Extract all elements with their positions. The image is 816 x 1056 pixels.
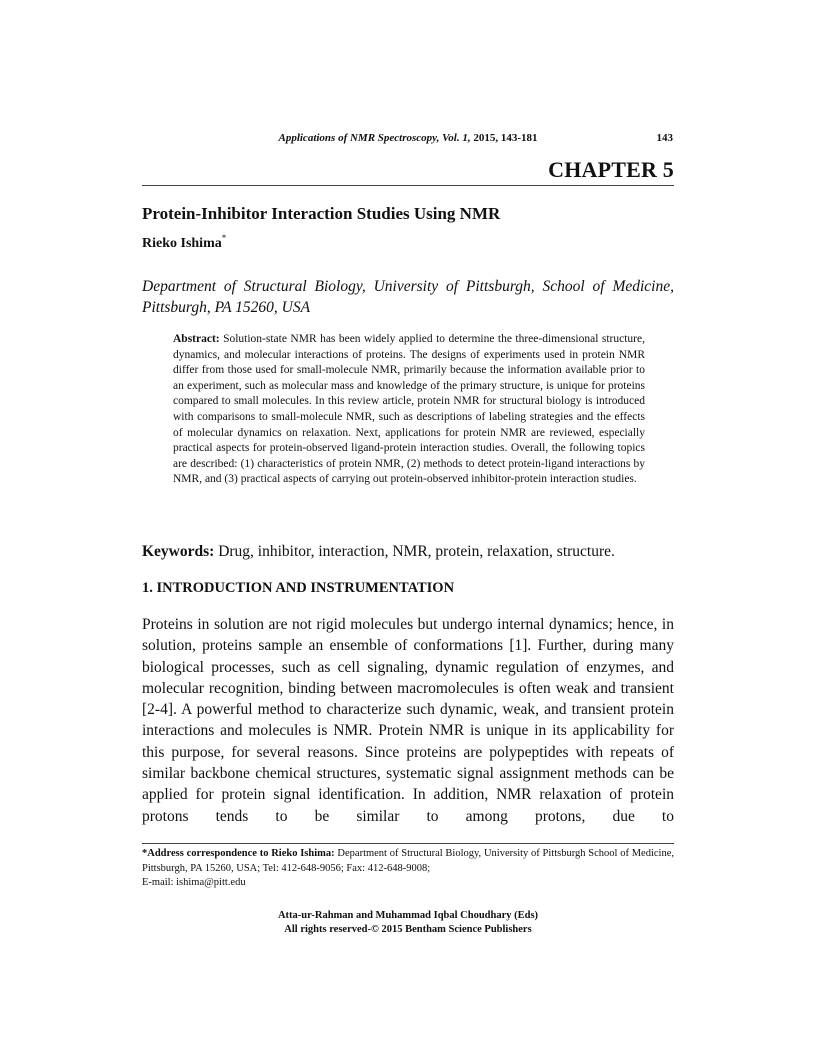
footnote-label: *Address correspondence to Rieko Ishima: bbox=[142, 848, 335, 859]
author-line bbox=[142, 233, 227, 252]
running-header bbox=[142, 132, 674, 144]
correspondence-footnote bbox=[142, 847, 674, 891]
author-affiliation: Department of Structural Biology, University of Pittsburgh, School of Medicine, Pittsburgh, PA 15260, USA bbox=[142, 278, 674, 316]
abstract-label: Abstract: bbox=[173, 333, 220, 345]
footnote-text: Department of Structural Biology, University of Pittsburgh School of Medicine, Pittsburgh, PA 15260, USA; Tel: 412-648-9056; Fax: 412-648-9008; bbox=[142, 848, 674, 874]
page-number: 143 bbox=[656, 132, 673, 144]
author-footnote-mark: * bbox=[221, 233, 227, 243]
chapter-label: CHAPTER 5 bbox=[548, 157, 674, 182]
journal-year-pages: 2015, 143-181 bbox=[470, 132, 538, 144]
section-heading: 1. INTRODUCTION AND INSTRUMENTATION bbox=[142, 580, 455, 596]
keywords bbox=[142, 543, 615, 561]
copyright-line: All rights reserved-© 2015 Bentham Science Publishers bbox=[284, 924, 532, 935]
abstract bbox=[173, 332, 645, 488]
journal-name: Applications of NMR Spectroscopy, Vol. 1, bbox=[278, 132, 471, 144]
chapter-divider bbox=[142, 185, 674, 186]
keywords-label: Keywords: bbox=[142, 543, 215, 560]
footnote-divider bbox=[142, 843, 674, 844]
article-title: Protein-Inhibitor Interaction Studies Using NMR bbox=[142, 204, 501, 223]
keywords-text: Drug, inhibitor, interaction, NMR, protein, relaxation, structure. bbox=[214, 543, 615, 560]
author-name: Rieko Ishima bbox=[142, 236, 222, 251]
footnote-email: E-mail: ishima@pitt.edu bbox=[142, 877, 246, 888]
body-paragraph: Proteins in solution are not rigid molecules but undergo internal dynamics; hence, in solution, proteins sample an ensemble of conformations [1]. Further, during many biological processes, such as cell signaling, dynamic regulation of enzymes, and molecular recognition, binding between macromolecules is often weak and transient [2-4]. A powerful method to characterize such dynamic, weak, and transient protein interactions and molecules is NMR. Protein NMR is unique in its applicability for this purpose, for several reasons. Since proteins are polypeptides with repeats of similar backbone chemical structures, systematic signal assignment methods can be applied for protein signal identification. In addition, NMR relaxation of protein protons tends to be similar to among protons, due to bbox=[142, 616, 674, 825]
editors-credit bbox=[142, 909, 674, 937]
abstract-text: Solution-state NMR has been widely applied to determine the three-dimensional structure, dynamics, and molecular interactions of proteins. The designs of experiments used in protein NMR differ from those used for small-molecule NMR, primarily because the information available prior to an experiment, such as molecular mass and knowledge of the primary structure, is unique for proteins compared to small molecules. In this review article, protein NMR for structural biology is introduced with comparisons to small-molecule NMR, such as descriptions of labeling strategies and the effects of molecular dynamics on relaxation. Next, applications for protein NMR are reviewed, especially practical aspects for protein-observed ligand-protein interaction studies. Overall, the following topics are described: (1) characteristics of protein NMR, (2) methods to detect protein-ligand interactions by NMR, and (3) practical aspects of carrying out protein-observed inhibitor-protein interaction studies. bbox=[173, 333, 645, 486]
editors-names: Atta-ur-Rahman and Muhammad Iqbal Choudhary (Eds) bbox=[277, 910, 539, 921]
